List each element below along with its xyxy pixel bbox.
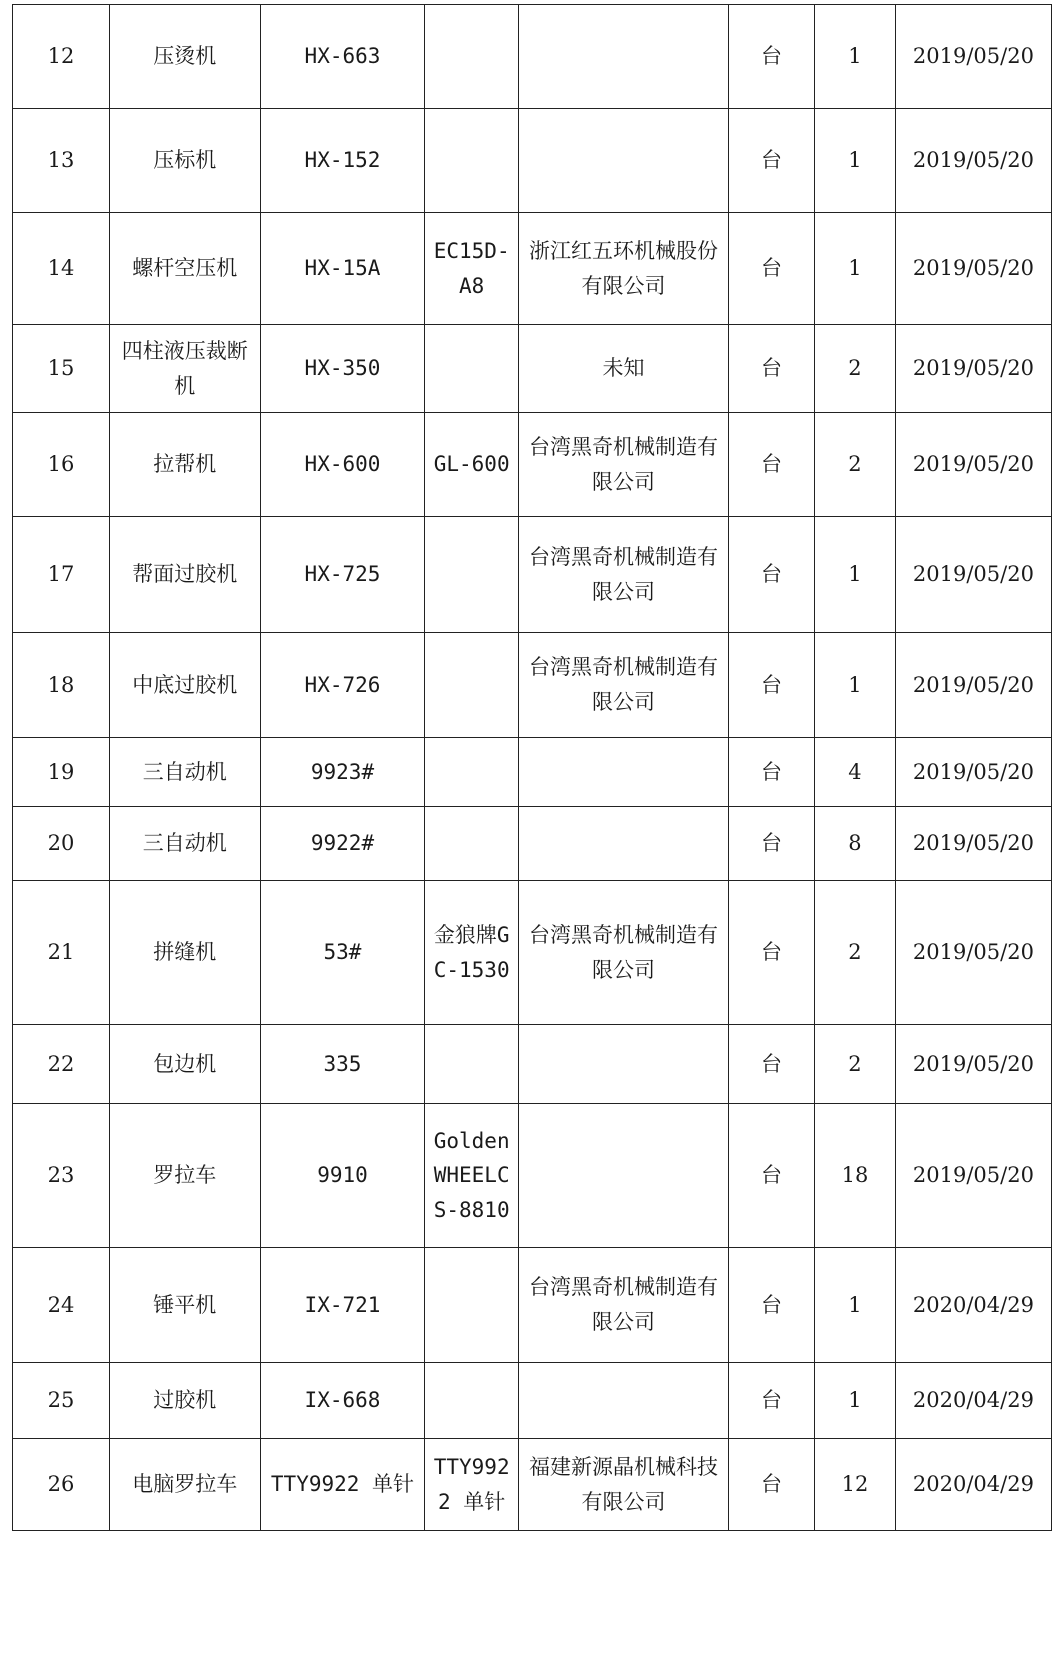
unit-cell: 台 bbox=[728, 517, 814, 633]
spec-cell: 金狼牌GC-1530 bbox=[425, 881, 519, 1025]
equipment-name-cell: 四柱液压裁断机 bbox=[109, 325, 260, 413]
date-cell: 2019/05/20 bbox=[895, 738, 1051, 807]
unit-cell: 台 bbox=[728, 1248, 814, 1363]
table-row bbox=[13, 881, 1052, 1025]
date-cell: 2019/05/20 bbox=[895, 109, 1051, 213]
row-number-cell: 24 bbox=[13, 1248, 110, 1363]
date-cell: 2019/05/20 bbox=[895, 213, 1051, 325]
row-number-cell: 21 bbox=[13, 881, 110, 1025]
quantity-cell: 1 bbox=[815, 633, 896, 738]
equipment-name-cell: 拼缝机 bbox=[109, 881, 260, 1025]
row-number-cell: 25 bbox=[13, 1363, 110, 1439]
equipment-name-cell: 锤平机 bbox=[109, 1248, 260, 1363]
equipment-name-cell: 电脑罗拉车 bbox=[109, 1439, 260, 1531]
table-row bbox=[13, 1104, 1052, 1248]
date-cell: 2019/05/20 bbox=[895, 807, 1051, 881]
spec-cell bbox=[425, 1248, 519, 1363]
table-row bbox=[13, 413, 1052, 517]
manufacturer-cell: 浙江红五环机械股份有限公司 bbox=[519, 213, 729, 325]
equipment-name-cell: 过胶机 bbox=[109, 1363, 260, 1439]
table-row bbox=[13, 1363, 1052, 1439]
model-cell: HX-350 bbox=[260, 325, 425, 413]
table-row bbox=[13, 633, 1052, 738]
quantity-cell: 2 bbox=[815, 413, 896, 517]
manufacturer-cell: 台湾黑奇机械制造有限公司 bbox=[519, 517, 729, 633]
equipment-name-cell: 压标机 bbox=[109, 109, 260, 213]
quantity-cell: 18 bbox=[815, 1104, 896, 1248]
date-cell: 2019/05/20 bbox=[895, 881, 1051, 1025]
manufacturer-cell: 台湾黑奇机械制造有限公司 bbox=[519, 413, 729, 517]
spec-cell bbox=[425, 1025, 519, 1104]
manufacturer-cell: 台湾黑奇机械制造有限公司 bbox=[519, 633, 729, 738]
spec-cell bbox=[425, 738, 519, 807]
spec-cell bbox=[425, 5, 519, 109]
manufacturer-cell: 台湾黑奇机械制造有限公司 bbox=[519, 1248, 729, 1363]
manufacturer-cell bbox=[519, 1363, 729, 1439]
manufacturer-cell: 台湾黑奇机械制造有限公司 bbox=[519, 881, 729, 1025]
date-cell: 2019/05/20 bbox=[895, 633, 1051, 738]
date-cell: 2019/05/20 bbox=[895, 517, 1051, 633]
model-cell: HX-726 bbox=[260, 633, 425, 738]
row-number-cell: 19 bbox=[13, 738, 110, 807]
date-cell: 2019/05/20 bbox=[895, 5, 1051, 109]
spec-cell: EC15D-A8 bbox=[425, 213, 519, 325]
table-row bbox=[13, 325, 1052, 413]
equipment-name-cell: 螺杆空压机 bbox=[109, 213, 260, 325]
spec-cell: GoldenWHEELCS-8810 bbox=[425, 1104, 519, 1248]
date-cell: 2019/05/20 bbox=[895, 325, 1051, 413]
equipment-name-cell: 三自动机 bbox=[109, 807, 260, 881]
table-row bbox=[13, 807, 1052, 881]
quantity-cell: 1 bbox=[815, 517, 896, 633]
row-number-cell: 22 bbox=[13, 1025, 110, 1104]
quantity-cell: 12 bbox=[815, 1439, 896, 1531]
model-cell: 53# bbox=[260, 881, 425, 1025]
unit-cell: 台 bbox=[728, 1025, 814, 1104]
model-cell: IX-668 bbox=[260, 1363, 425, 1439]
quantity-cell: 4 bbox=[815, 738, 896, 807]
manufacturer-cell bbox=[519, 738, 729, 807]
unit-cell: 台 bbox=[728, 413, 814, 517]
spec-cell bbox=[425, 807, 519, 881]
row-number-cell: 23 bbox=[13, 1104, 110, 1248]
spec-cell bbox=[425, 517, 519, 633]
spec-cell bbox=[425, 325, 519, 413]
unit-cell: 台 bbox=[728, 738, 814, 807]
model-cell: 9910 bbox=[260, 1104, 425, 1248]
spec-cell bbox=[425, 109, 519, 213]
unit-cell: 台 bbox=[728, 881, 814, 1025]
quantity-cell: 1 bbox=[815, 1248, 896, 1363]
row-number-cell: 15 bbox=[13, 325, 110, 413]
unit-cell: 台 bbox=[728, 5, 814, 109]
model-cell: 335 bbox=[260, 1025, 425, 1104]
model-cell: 9923# bbox=[260, 738, 425, 807]
quantity-cell: 2 bbox=[815, 881, 896, 1025]
model-cell: HX-600 bbox=[260, 413, 425, 517]
table-row bbox=[13, 517, 1052, 633]
quantity-cell: 1 bbox=[815, 1363, 896, 1439]
manufacturer-cell bbox=[519, 109, 729, 213]
unit-cell: 台 bbox=[728, 1104, 814, 1248]
row-number-cell: 14 bbox=[13, 213, 110, 325]
row-number-cell: 13 bbox=[13, 109, 110, 213]
row-number-cell: 18 bbox=[13, 633, 110, 738]
model-cell: HX-663 bbox=[260, 5, 425, 109]
quantity-cell: 2 bbox=[815, 1025, 896, 1104]
manufacturer-cell: 福建新源晶机械科技有限公司 bbox=[519, 1439, 729, 1531]
unit-cell: 台 bbox=[728, 325, 814, 413]
model-cell: IX-721 bbox=[260, 1248, 425, 1363]
model-cell: TTY9922 单针 bbox=[260, 1439, 425, 1531]
row-number-cell: 20 bbox=[13, 807, 110, 881]
equipment-name-cell: 罗拉车 bbox=[109, 1104, 260, 1248]
spec-cell bbox=[425, 633, 519, 738]
row-number-cell: 17 bbox=[13, 517, 110, 633]
unit-cell: 台 bbox=[728, 1363, 814, 1439]
equipment-name-cell: 压烫机 bbox=[109, 5, 260, 109]
spec-cell: GL-600 bbox=[425, 413, 519, 517]
model-cell: HX-725 bbox=[260, 517, 425, 633]
model-cell: HX-152 bbox=[260, 109, 425, 213]
date-cell: 2019/05/20 bbox=[895, 1104, 1051, 1248]
table-row bbox=[13, 5, 1052, 109]
quantity-cell: 8 bbox=[815, 807, 896, 881]
date-cell: 2020/04/29 bbox=[895, 1248, 1051, 1363]
table-row bbox=[13, 1248, 1052, 1363]
table-row bbox=[13, 213, 1052, 325]
manufacturer-cell bbox=[519, 5, 729, 109]
unit-cell: 台 bbox=[728, 109, 814, 213]
equipment-name-cell: 三自动机 bbox=[109, 738, 260, 807]
row-number-cell: 16 bbox=[13, 413, 110, 517]
row-number-cell: 12 bbox=[13, 5, 110, 109]
unit-cell: 台 bbox=[728, 1439, 814, 1531]
quantity-cell: 1 bbox=[815, 109, 896, 213]
model-cell: 9922# bbox=[260, 807, 425, 881]
date-cell: 2020/04/29 bbox=[895, 1439, 1051, 1531]
unit-cell: 台 bbox=[728, 633, 814, 738]
spec-cell: TTY9922 单针 bbox=[425, 1439, 519, 1531]
table-row bbox=[13, 738, 1052, 807]
manufacturer-cell bbox=[519, 1025, 729, 1104]
equipment-name-cell: 中底过胶机 bbox=[109, 633, 260, 738]
date-cell: 2020/04/29 bbox=[895, 1363, 1051, 1439]
table-row bbox=[13, 1439, 1052, 1531]
unit-cell: 台 bbox=[728, 213, 814, 325]
model-cell: HX-15A bbox=[260, 213, 425, 325]
quantity-cell: 1 bbox=[815, 5, 896, 109]
quantity-cell: 1 bbox=[815, 213, 896, 325]
equipment-name-cell: 包边机 bbox=[109, 1025, 260, 1104]
date-cell: 2019/05/20 bbox=[895, 413, 1051, 517]
equipment-name-cell: 拉帮机 bbox=[109, 413, 260, 517]
spec-cell bbox=[425, 1363, 519, 1439]
manufacturer-cell: 未知 bbox=[519, 325, 729, 413]
table-body bbox=[13, 5, 1052, 1531]
date-cell: 2019/05/20 bbox=[895, 1025, 1051, 1104]
manufacturer-cell bbox=[519, 807, 729, 881]
table-row bbox=[13, 1025, 1052, 1104]
row-number-cell: 26 bbox=[13, 1439, 110, 1531]
unit-cell: 台 bbox=[728, 807, 814, 881]
equipment-name-cell: 帮面过胶机 bbox=[109, 517, 260, 633]
quantity-cell: 2 bbox=[815, 325, 896, 413]
equipment-table bbox=[12, 4, 1052, 1531]
manufacturer-cell bbox=[519, 1104, 729, 1248]
table-row bbox=[13, 109, 1052, 213]
